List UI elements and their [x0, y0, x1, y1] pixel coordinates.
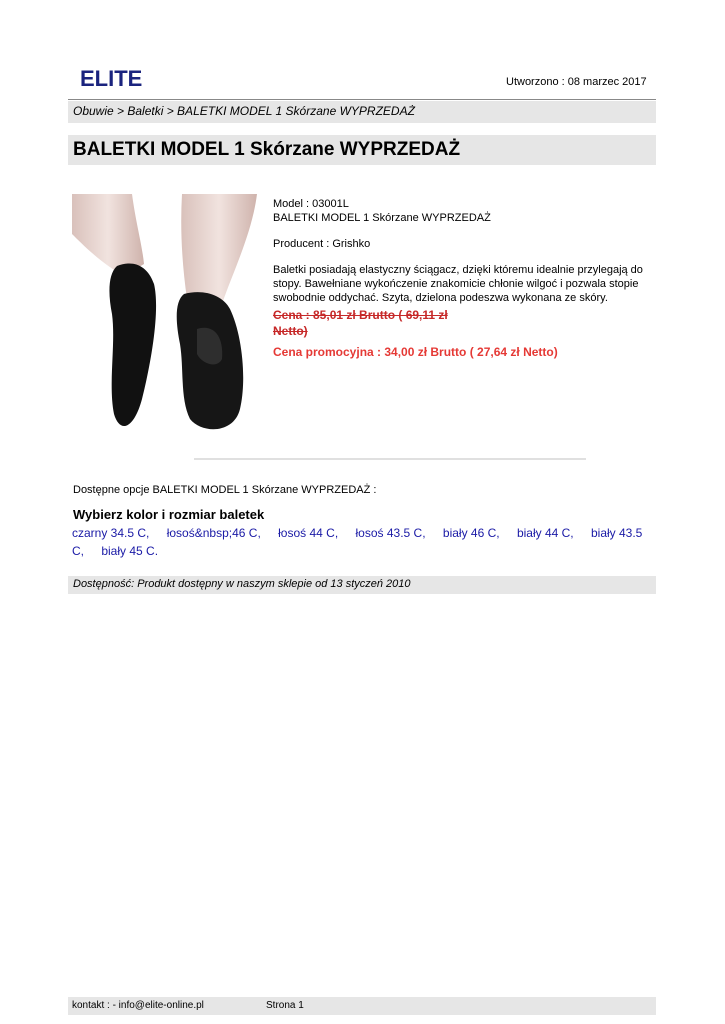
promo-price: Cena promocyjna : 34,00 zł Brutto ( 27,64 zł Netto)	[273, 345, 558, 359]
variant-option[interactable]: biały 45 C.	[101, 544, 159, 558]
variant-option[interactable]: biały 46 C,	[442, 526, 500, 540]
variant-option[interactable]: łosoś 44 C,	[278, 526, 339, 540]
product-model: Model : 03001L	[273, 198, 349, 210]
variant-option[interactable]: biały 44 C,	[516, 526, 574, 540]
product-producer: Producent : Grishko	[273, 238, 371, 250]
page-title: BALETKI MODEL 1 Skórzane WYPRZEDAŻ	[68, 135, 656, 165]
created-date: Utworzono : 08 marzec 2017	[506, 76, 647, 88]
product-info	[273, 197, 643, 359]
breadcrumb[interactable]: Obuwie > Baletki > BALETKI MODEL 1 Skórzane WYPRZEDAŻ	[68, 101, 656, 123]
footer-contact[interactable]: kontakt : - info@elite-online.pl	[72, 1000, 204, 1011]
section-divider	[194, 458, 586, 460]
options-heading: Dostępne opcje BALETKI MODEL 1 Skórzane WYPRZEDAŻ :	[73, 484, 377, 496]
ballet-shoes-photo	[72, 194, 262, 434]
availability-bar: Dostępność: Produkt dostępny w naszym sklepie od 13 styczeń 2010	[68, 576, 656, 594]
variant-option[interactable]: biały 43.5 C,	[72, 526, 643, 558]
product-name: BALETKI MODEL 1 Skórzane WYPRZEDAŻ	[273, 212, 491, 224]
variant-list	[72, 524, 656, 560]
old-price-struck: Cena : 85,01 zł Brutto ( 69,11 zł	[273, 308, 448, 322]
site-logo: ELITE	[80, 66, 143, 91]
variant-title: Wybierz kolor i rozmiar baletek	[73, 507, 265, 522]
variant-option[interactable]: łosoś&nbsp;46 C,	[166, 526, 261, 540]
variant-option[interactable]: czarny 34.5 C,	[72, 526, 150, 540]
variant-option[interactable]: łosoś 43.5 C,	[355, 526, 426, 540]
footer-page-number: Strona 1	[266, 1000, 304, 1011]
page-footer	[68, 997, 656, 1015]
old-price	[273, 307, 643, 339]
product-description: Baletki posiadają elastyczny ściągacz, dzięki któremu idealnie przylegają do stopy. Bawełniane wykończenie znakomicie chłonie wilgoć i pozwala stopie swobodnie oddychać. Szyta, dzielona podeszwa wykonana ze skóry.	[273, 264, 643, 304]
old-price-netto: Netto)	[273, 324, 308, 338]
header-divider	[68, 99, 656, 100]
